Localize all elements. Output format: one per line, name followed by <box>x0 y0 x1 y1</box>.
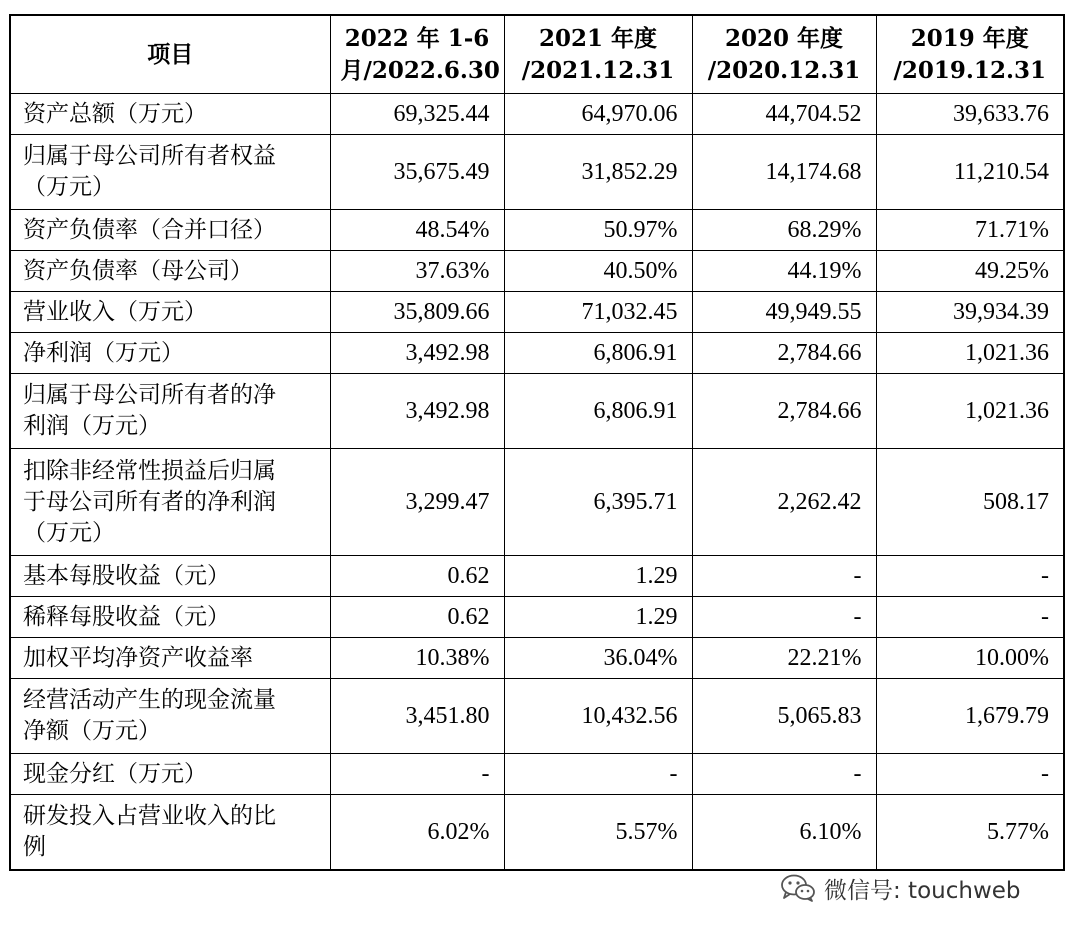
row-label <box>10 638 330 679</box>
financial-table-container <box>9 14 1063 871</box>
row-label-line: 利润（万元） <box>23 413 161 439</box>
row-label-line: 净利润（万元） <box>23 339 184 366</box>
cell-value: 40.50% <box>504 251 692 292</box>
cell-value: 6.10% <box>692 795 876 871</box>
row-label <box>10 679 330 754</box>
row-label-line: 基本每股收益（元） <box>23 562 230 589</box>
cell-value: 1,679.79 <box>876 679 1064 754</box>
wechat-icon <box>780 873 816 903</box>
header-text-line: /2020.12.31 <box>707 56 861 84</box>
cell-value: 6,806.91 <box>504 333 692 374</box>
row-label <box>10 449 330 556</box>
header-period-4 <box>876 15 1064 94</box>
header-text-line: 2021 年度 <box>538 24 658 52</box>
cell-value: 10.38% <box>330 638 504 679</box>
cell-value: 5,065.83 <box>692 679 876 754</box>
cell-value: 36.04% <box>504 638 692 679</box>
header-text-line: /2021.12.31 <box>521 56 675 84</box>
row-label <box>10 556 330 597</box>
header-period-1 <box>330 15 504 94</box>
header-row <box>10 15 1064 94</box>
cell-value: 22.21% <box>692 638 876 679</box>
wechat-watermark <box>780 868 1021 908</box>
row-label-line: 净额（万元） <box>23 718 161 744</box>
header-text-line: 2022 年 1-6 <box>344 24 490 52</box>
cell-value: 68.29% <box>692 210 876 251</box>
cell-value: 508.17 <box>876 449 1064 556</box>
cell-value: 71,032.45 <box>504 292 692 333</box>
cell-value: 1.29 <box>504 597 692 638</box>
cell-value: - <box>692 597 876 638</box>
cell-value: 3,492.98 <box>330 374 504 449</box>
cell-value: 10.00% <box>876 638 1064 679</box>
row-label-line: 归属于母公司所有者权益 <box>23 143 276 169</box>
row-label-line: 加权平均净资产收益率 <box>23 644 253 671</box>
table-row <box>10 251 1064 292</box>
cell-value: 48.54% <box>330 210 504 251</box>
cell-value: 71.71% <box>876 210 1064 251</box>
cell-value: - <box>876 556 1064 597</box>
table-row <box>10 135 1064 210</box>
cell-value: 37.63% <box>330 251 504 292</box>
financial-summary-table <box>9 14 1065 871</box>
cell-value: 69,325.44 <box>330 94 504 135</box>
cell-value: 6,806.91 <box>504 374 692 449</box>
header-text-line: 项目 <box>147 40 194 68</box>
cell-value: 0.62 <box>330 597 504 638</box>
cell-value: 49.25% <box>876 251 1064 292</box>
cell-value: 10,432.56 <box>504 679 692 754</box>
cell-value: 5.57% <box>504 795 692 871</box>
cell-value: 50.97% <box>504 210 692 251</box>
row-label <box>10 597 330 638</box>
row-label <box>10 251 330 292</box>
cell-value: - <box>330 754 504 795</box>
table-body <box>10 94 1064 871</box>
header-text-line: 2020 年度 <box>724 24 844 52</box>
cell-value: 39,633.76 <box>876 94 1064 135</box>
row-label-line: （万元） <box>23 174 115 200</box>
cell-value: 2,784.66 <box>692 333 876 374</box>
cell-value: - <box>692 754 876 795</box>
cell-value: 5.77% <box>876 795 1064 871</box>
table-row <box>10 374 1064 449</box>
cell-value: 2,784.66 <box>692 374 876 449</box>
row-label <box>10 210 330 251</box>
cell-value: 3,492.98 <box>330 333 504 374</box>
cell-value: 6,395.71 <box>504 449 692 556</box>
cell-value: 2,262.42 <box>692 449 876 556</box>
row-label-line: 营业收入（万元） <box>23 298 207 325</box>
header-period-3 <box>692 15 876 94</box>
cell-value: 1,021.36 <box>876 374 1064 449</box>
row-label-line: 资产负债率（母公司） <box>23 257 253 284</box>
header-item-column <box>10 15 330 94</box>
row-label <box>10 795 330 871</box>
cell-value: 39,934.39 <box>876 292 1064 333</box>
cell-value: 0.62 <box>330 556 504 597</box>
cell-value: 49,949.55 <box>692 292 876 333</box>
row-label <box>10 754 330 795</box>
row-label-line: 研发投入占营业收入的比 <box>23 803 276 829</box>
watermark-text: 微信号: touchweb <box>824 877 1021 904</box>
row-label-line: （万元） <box>23 519 115 546</box>
cell-value: 35,809.66 <box>330 292 504 333</box>
table-row <box>10 333 1064 374</box>
table-row <box>10 597 1064 638</box>
table-row <box>10 556 1064 597</box>
cell-value: 35,675.49 <box>330 135 504 210</box>
row-label-line: 经营活动产生的现金流量 <box>23 687 276 713</box>
row-label <box>10 292 330 333</box>
header-period-2 <box>504 15 692 94</box>
row-label-line: 稀释每股收益（元） <box>23 603 230 630</box>
table-row <box>10 292 1064 333</box>
row-label-line: 归属于母公司所有者的净 <box>23 382 276 408</box>
cell-value: 11,210.54 <box>876 135 1064 210</box>
header-text-line: 2019 年度 <box>910 24 1029 52</box>
row-label-line: 例 <box>23 834 46 860</box>
table-row <box>10 679 1064 754</box>
cell-value: - <box>876 754 1064 795</box>
row-label <box>10 135 330 210</box>
cell-value: 44,704.52 <box>692 94 876 135</box>
cell-value: - <box>504 754 692 795</box>
cell-value: 3,299.47 <box>330 449 504 556</box>
cell-value: 6.02% <box>330 795 504 871</box>
cell-value: 64,970.06 <box>504 94 692 135</box>
row-label-line: 现金分红（万元） <box>23 760 207 787</box>
cell-value: 14,174.68 <box>692 135 876 210</box>
cell-value: - <box>876 597 1064 638</box>
row-label-line: 于母公司所有者的净利润 <box>23 488 276 515</box>
table-row <box>10 795 1064 871</box>
cell-value: 1.29 <box>504 556 692 597</box>
row-label-line: 扣除非经常性损益后归属 <box>23 457 276 484</box>
table-row <box>10 94 1064 135</box>
row-label <box>10 94 330 135</box>
table-row <box>10 449 1064 556</box>
table-row <box>10 638 1064 679</box>
row-label <box>10 333 330 374</box>
cell-value: 44.19% <box>692 251 876 292</box>
header-text-line: 月/2022.6.30 <box>340 56 500 84</box>
row-label <box>10 374 330 449</box>
header-text-line: /2019.12.31 <box>893 56 1046 84</box>
cell-value: 1,021.36 <box>876 333 1064 374</box>
table-row <box>10 754 1064 795</box>
row-label-line: 资产总额（万元） <box>23 100 207 127</box>
cell-value: 3,451.80 <box>330 679 504 754</box>
table-row <box>10 210 1064 251</box>
row-label-line: 资产负债率（合并口径） <box>23 216 276 243</box>
cell-value: - <box>692 556 876 597</box>
cell-value: 31,852.29 <box>504 135 692 210</box>
